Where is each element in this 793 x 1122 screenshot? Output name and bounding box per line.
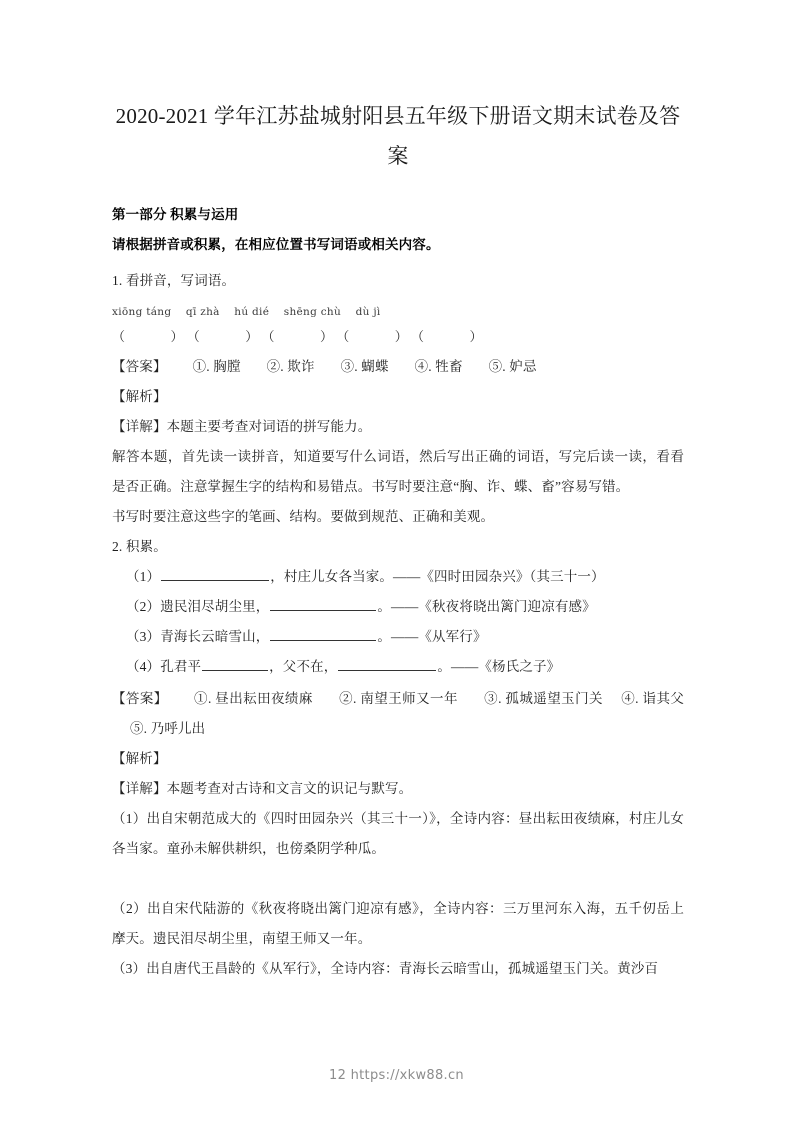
item-text: 。——《从军行》 <box>377 629 487 644</box>
page-title: 2020-2021 学年江苏盐城射阳县五年级下册语文期末试卷及答案 <box>115 104 681 168</box>
item-marker: （3） <box>126 629 161 644</box>
item-text: 。——《秋夜将晓出篱门迎凉有感》 <box>377 599 596 614</box>
answer-item-5: ⑤. 乃呼儿出 <box>130 721 206 736</box>
fill-blank[interactable] <box>338 656 436 671</box>
fill-blank[interactable] <box>270 596 376 611</box>
question-2-prompt: 2. 积累。 <box>112 539 167 554</box>
question-2-item-3 <box>112 622 684 652</box>
question-2-analysis-label: 【解析】 <box>112 751 167 766</box>
question-1-pinyin: xiōng táng qī zhà hú dié shēng chù dù jì <box>112 306 381 318</box>
item-text: ，村庄儿女各当家。——《四时田园杂兴》（其三十一） <box>270 569 605 584</box>
item-text-part1: 孔君平 <box>160 659 202 674</box>
question-2-answer-row <box>112 684 684 744</box>
question-2-item-2 <box>112 592 684 622</box>
question-1-analysis-label: 【解析】 <box>112 389 167 404</box>
answer-item-1: ①. 胸膛 <box>192 359 241 374</box>
item-text-part2: ，父不在， <box>269 659 338 674</box>
section-instruction: 请根据拼音或积累，在相应位置书写词语或相关内容。 <box>112 237 440 252</box>
detail-first-text: 本题主要考查对词语的拼写能力。 <box>166 419 372 434</box>
question-1-detail-body-1: 解答本题，首先读一读拼音，知道要写什么词语，然后写出正确的词语，写完后读一读，看看是否正确。注意掌握生字的结构和易错点。书写时要注意“胸、诈、蝶、畜”容易写错。 <box>112 449 684 494</box>
answer-label: 【答案】 <box>112 359 167 374</box>
question-1-blanks: （ ） （ ） （ ） （ ） （ ） <box>112 329 483 344</box>
answer-item-2: ②. 欺诈 <box>266 359 315 374</box>
item-marker: （2） <box>126 599 161 614</box>
page-footer: 12 https://xkw88.cn <box>329 1068 464 1083</box>
answer-item-5: ⑤. 妒忌 <box>488 359 537 374</box>
item-text-before: 遗民泪尽胡尘里， <box>160 599 270 614</box>
page-content <box>112 0 684 984</box>
detail-label: 【详解】 <box>112 419 167 434</box>
item-text-before: 青海长云暗雪山， <box>160 629 270 644</box>
answer-item-4: ④. 牲畜 <box>414 359 463 374</box>
section-heading: 第一部分 积累与运用 <box>112 207 239 222</box>
item-marker: （1） <box>126 569 161 584</box>
question-2-detail-1: （1）出自宋朝范成大的《四时田园杂兴（其三十一）》，全诗内容：昼出耘田夜绩麻，村庄儿女各当家。童孙未解供耕织，也傍桑阴学种瓜。 <box>112 811 684 856</box>
fill-blank[interactable] <box>161 566 269 581</box>
paragraph-spacer <box>112 864 684 894</box>
detail-label: 【详解】 <box>112 781 167 796</box>
fill-blank[interactable] <box>202 656 268 671</box>
question-1-detail-first <box>112 412 684 442</box>
question-2-item-4 <box>112 652 684 682</box>
question-1-detail-body-2: 书写时要注意这些字的笔画、结构。要做到规范、正确和美观。 <box>112 509 495 524</box>
question-2-detail-3: （3）出自唐代王昌龄的《从军行》，全诗内容：青海长云暗雪山，孤城遥望玉门关。黄沙百 <box>112 961 659 976</box>
answer-item-3: ③. 蝴蝶 <box>340 359 389 374</box>
answer-label: 【答案】 <box>112 691 168 706</box>
item-marker: （4） <box>126 659 161 674</box>
question-2-item-1 <box>112 562 684 592</box>
fill-blank[interactable] <box>270 626 376 641</box>
answer-item-3: ③. 孤城遥望玉门关 <box>483 691 603 706</box>
question-1-answer-row <box>112 352 684 382</box>
question-2-detail-2: （2）出自宋代陆游的《秋夜将晓出篱门迎凉有感》，全诗内容：三万里河东入海，五千仞岳上摩天。遗民泪尽胡尘里，南望王师又一年。 <box>112 901 684 946</box>
answer-item-2: ②. 南望王师又一年 <box>338 691 458 706</box>
answer-item-4: ④. 诣其父 <box>620 691 685 706</box>
answer-item-1: ①. 昼出耘田夜绩麻 <box>193 691 313 706</box>
question-2-detail-first <box>112 774 684 804</box>
question-1-prompt: 1. 看拼音，写词语。 <box>112 273 236 288</box>
item-text-part3: 。——《杨氏之子》 <box>437 659 561 674</box>
detail-first-text: 本题考查对古诗和文言文的识记与默写。 <box>166 781 413 796</box>
